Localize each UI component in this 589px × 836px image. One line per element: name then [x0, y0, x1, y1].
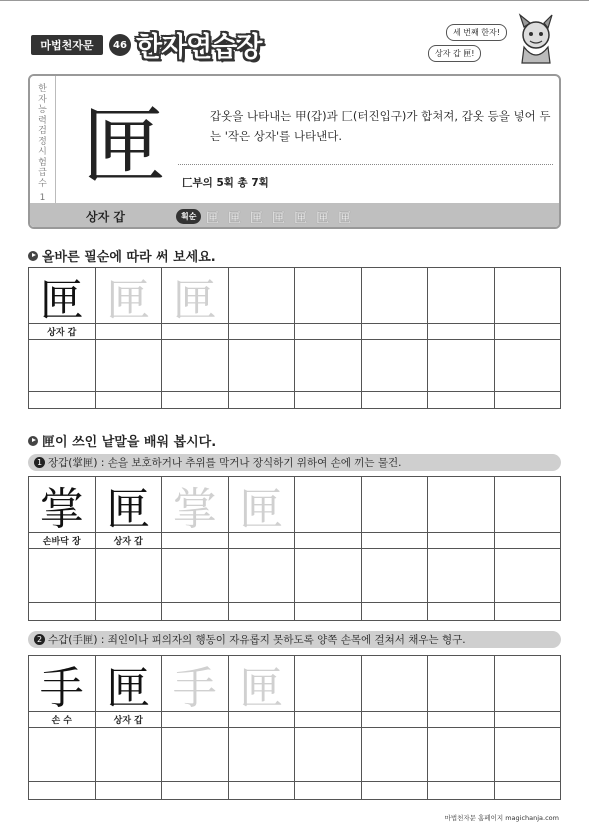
character-meaning: 상자 갑 [86, 210, 125, 224]
write-cell[interactable] [295, 340, 362, 391]
model-character: 匣 [39, 274, 84, 326]
write-cell[interactable] [428, 728, 495, 781]
write-cell[interactable] [362, 549, 429, 602]
model-cell [96, 477, 163, 535]
stroke-step: 匣 [272, 211, 286, 226]
meaning-label: 상자 갑 [113, 716, 143, 726]
side-label-char: 시 [38, 147, 47, 157]
write-cell[interactable] [295, 477, 362, 532]
section2-heading [28, 431, 216, 450]
side-label-char: 력 [38, 115, 47, 126]
model-character: 匣 [106, 483, 151, 535]
lesson-number-badge: 46 [109, 34, 131, 56]
word-definition-bar-2 [28, 631, 561, 648]
speech-bubble-1: 세 번째 한자! [446, 24, 507, 41]
page-title: 한자연습장 [136, 32, 262, 63]
trace-character: 匣 [172, 274, 217, 326]
write-cell[interactable] [362, 268, 429, 323]
write-cell[interactable] [428, 340, 495, 391]
write-cell[interactable] [428, 477, 495, 532]
main-character-box [56, 76, 192, 203]
footer-url: 마법천자문 홈페이지 magichanja.com [444, 814, 559, 822]
trace-cell[interactable] [162, 268, 229, 326]
stroke-step: 匣 [250, 211, 264, 226]
trace-cell[interactable] [229, 656, 296, 714]
practice-grid-3 [28, 655, 561, 800]
write-cell[interactable] [428, 549, 495, 602]
write-cell[interactable] [295, 549, 362, 602]
side-label-char: 1 [39, 193, 46, 203]
trace-cell[interactable] [162, 656, 229, 714]
character-info-card [28, 74, 561, 229]
side-label-char: 수 [38, 178, 47, 189]
trace-character: 掌 [172, 483, 217, 535]
radical-stroke-info: 匚부의 5획 총 7획 [182, 177, 269, 189]
trace-character: 手 [172, 662, 217, 714]
write-cell[interactable] [295, 656, 362, 711]
model-character: 掌 [39, 483, 84, 535]
write-cell[interactable] [162, 340, 229, 391]
meaning-label: 상자 갑 [113, 537, 143, 547]
write-cell[interactable] [96, 549, 163, 602]
word-definition-bar-1 [28, 454, 561, 471]
write-cell[interactable] [362, 477, 429, 532]
side-label-char: 한 [38, 84, 47, 94]
section1-heading [28, 246, 216, 265]
model-character: 匣 [106, 662, 151, 714]
word-definition: 수갑(手匣) : 죄인이나 피의자의 행동이 자유롭지 못하도록 양쪽 손목에 걸쳐서 채우는 형구. [48, 634, 466, 646]
write-cell[interactable] [29, 549, 96, 602]
side-label-char: 정 [38, 136, 47, 147]
stroke-step: 匣 [206, 211, 220, 226]
model-cell [29, 268, 96, 326]
write-cell[interactable] [229, 268, 296, 323]
write-cell[interactable] [428, 656, 495, 711]
trace-character: 匣 [106, 274, 151, 326]
meaning-label: 손 수 [51, 716, 73, 726]
trace-cell[interactable] [229, 477, 296, 535]
write-cell[interactable] [295, 268, 362, 323]
meaning-label: 상자 갑 [47, 328, 77, 338]
write-cell[interactable] [162, 549, 229, 602]
write-cell[interactable] [96, 340, 163, 391]
speech-bubble-2: 상자 갑 匣! [428, 45, 481, 62]
write-cell[interactable] [229, 340, 296, 391]
stroke-order-badge: 획순 [176, 209, 201, 224]
write-cell[interactable] [428, 268, 495, 323]
side-label-char: 험 [38, 157, 47, 168]
write-cell[interactable] [229, 549, 296, 602]
model-cell [96, 656, 163, 714]
meaning-label: 손바닥 장 [42, 537, 81, 547]
write-cell[interactable] [495, 549, 561, 602]
stroke-step: 匣 [294, 211, 308, 226]
write-cell[interactable] [495, 656, 561, 711]
section2-title: 匣이 쓰인 낱말을 배워 봅시다. [42, 435, 217, 450]
dotted-divider [178, 164, 553, 165]
side-label-char: 능 [38, 105, 47, 115]
word-number-badge: 1 [34, 457, 45, 468]
write-cell[interactable] [229, 728, 296, 781]
trace-cell[interactable] [96, 268, 163, 326]
play-bullet-icon [28, 436, 38, 446]
write-cell[interactable] [295, 728, 362, 781]
practice-grid-2 [28, 476, 561, 621]
write-cell[interactable] [362, 656, 429, 711]
stroke-order-steps [206, 207, 351, 226]
play-bullet-icon [28, 251, 38, 261]
write-cell[interactable] [29, 340, 96, 391]
top-rule [0, 0, 589, 1]
write-cell[interactable] [495, 340, 561, 391]
word-number-badge: 2 [34, 634, 45, 645]
write-cell[interactable] [362, 340, 429, 391]
side-label-char: 자 [38, 94, 47, 105]
trace-character: 匣 [239, 662, 284, 714]
mascot-illustration [508, 13, 560, 65]
side-label-char: 검 [38, 126, 47, 136]
model-character: 手 [39, 662, 84, 714]
write-cell[interactable] [495, 728, 561, 781]
model-cell [29, 477, 96, 535]
write-cell[interactable] [495, 268, 561, 323]
stroke-step: 匣 [316, 211, 330, 226]
character-description: 갑옷을 나타내는 甲(갑)과 匚(터진입구)가 합쳐져, 갑옷 등을 넣어 두는 '작은 상자'를 나타낸다. [210, 109, 551, 143]
stroke-step: 匣 [228, 211, 242, 226]
write-cell[interactable] [362, 728, 429, 781]
section1-title: 올바른 필순에 따라 써 보세요. [42, 250, 216, 265]
model-cell [29, 656, 96, 714]
trace-character: 匣 [239, 483, 284, 535]
write-cell[interactable] [162, 728, 229, 781]
write-cell[interactable] [495, 477, 561, 532]
practice-grid-1 [28, 267, 561, 409]
main-character: 匣 [81, 97, 166, 195]
series-badge: 마법천자문 [31, 35, 103, 55]
word-definition: 장갑(掌匣) : 손을 보호하거나 추위를 막거나 장식하기 위하여 손에 끼는 물건. [48, 457, 402, 469]
trace-cell[interactable] [162, 477, 229, 535]
write-cell[interactable] [96, 728, 163, 781]
stroke-step: 匣 [338, 211, 352, 226]
side-label-char: 급 [38, 168, 47, 178]
write-cell[interactable] [29, 728, 96, 781]
